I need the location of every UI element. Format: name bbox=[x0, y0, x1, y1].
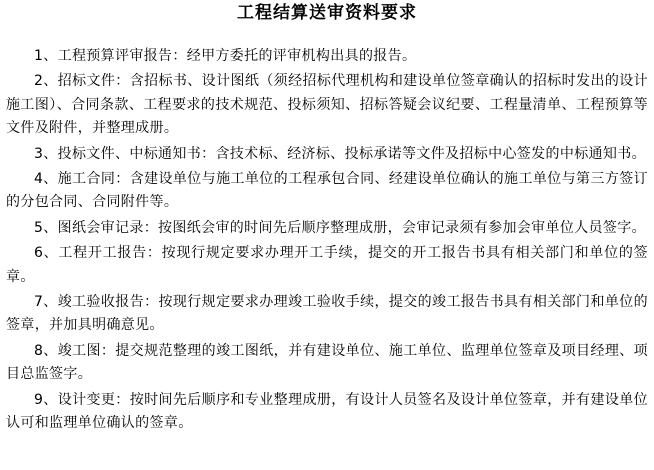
document-title: 工程结算送审资料要求 bbox=[237, 3, 417, 23]
requirement-item-2: 2、招标文件：含招标书、设计图纸（须经招标代理机构和建设单位签章确认的招标时发出的设计施工图）、合同条款、工程要求的技术规范、投标须知、招标答疑会议纪要、工程量清单、工程预算等文件及附件，并整理成册。 bbox=[6, 73, 648, 137]
requirement-item-6: 6、工程开工报告：按现行规定要求办理开工手续，提交的开工报告书具有相关部门和单位的签章。 bbox=[6, 245, 648, 285]
requirement-item-1: 1、工程预算评审报告：经甲方委托的评审机构出具的报告。 bbox=[34, 48, 417, 64]
requirement-item-9: 9、设计变更：按时间先后顺序和专业整理成册，有设计人员签名及设计单位签章，并有建设单位认可和监理单位确认的签章。 bbox=[6, 391, 648, 432]
requirement-item-8: 8、竣工图：提交规范整理的竣工图纸，并有建设单位、施工单位、监理单位签章及项目经理、项目总监签字。 bbox=[6, 342, 648, 383]
requirement-item-7: 7、竣工验收报告：按现行规定要求办理竣工验收手续，提交的竣工报告书具有相关部门和单位的签章，并加具明确意见。 bbox=[6, 294, 648, 334]
requirements-list bbox=[6, 45, 648, 438]
requirement-item-4: 4、施工合同：含建设单位与施工单位的工程承包合同、经建设单位确认的施工单位与第三方签订的分包合同、合同附件等。 bbox=[6, 171, 648, 211]
requirement-item-5: 5、图纸会审记录：按图纸会审的时间先后顺序整理成册，会审记录须有参加会审单位人员签字。 bbox=[34, 219, 646, 236]
requirement-item-3: 3、投标文件、中标通知书：含技术标、经济标、投标承诺等文件及招标中心签发的中标通知书。 bbox=[34, 145, 646, 162]
